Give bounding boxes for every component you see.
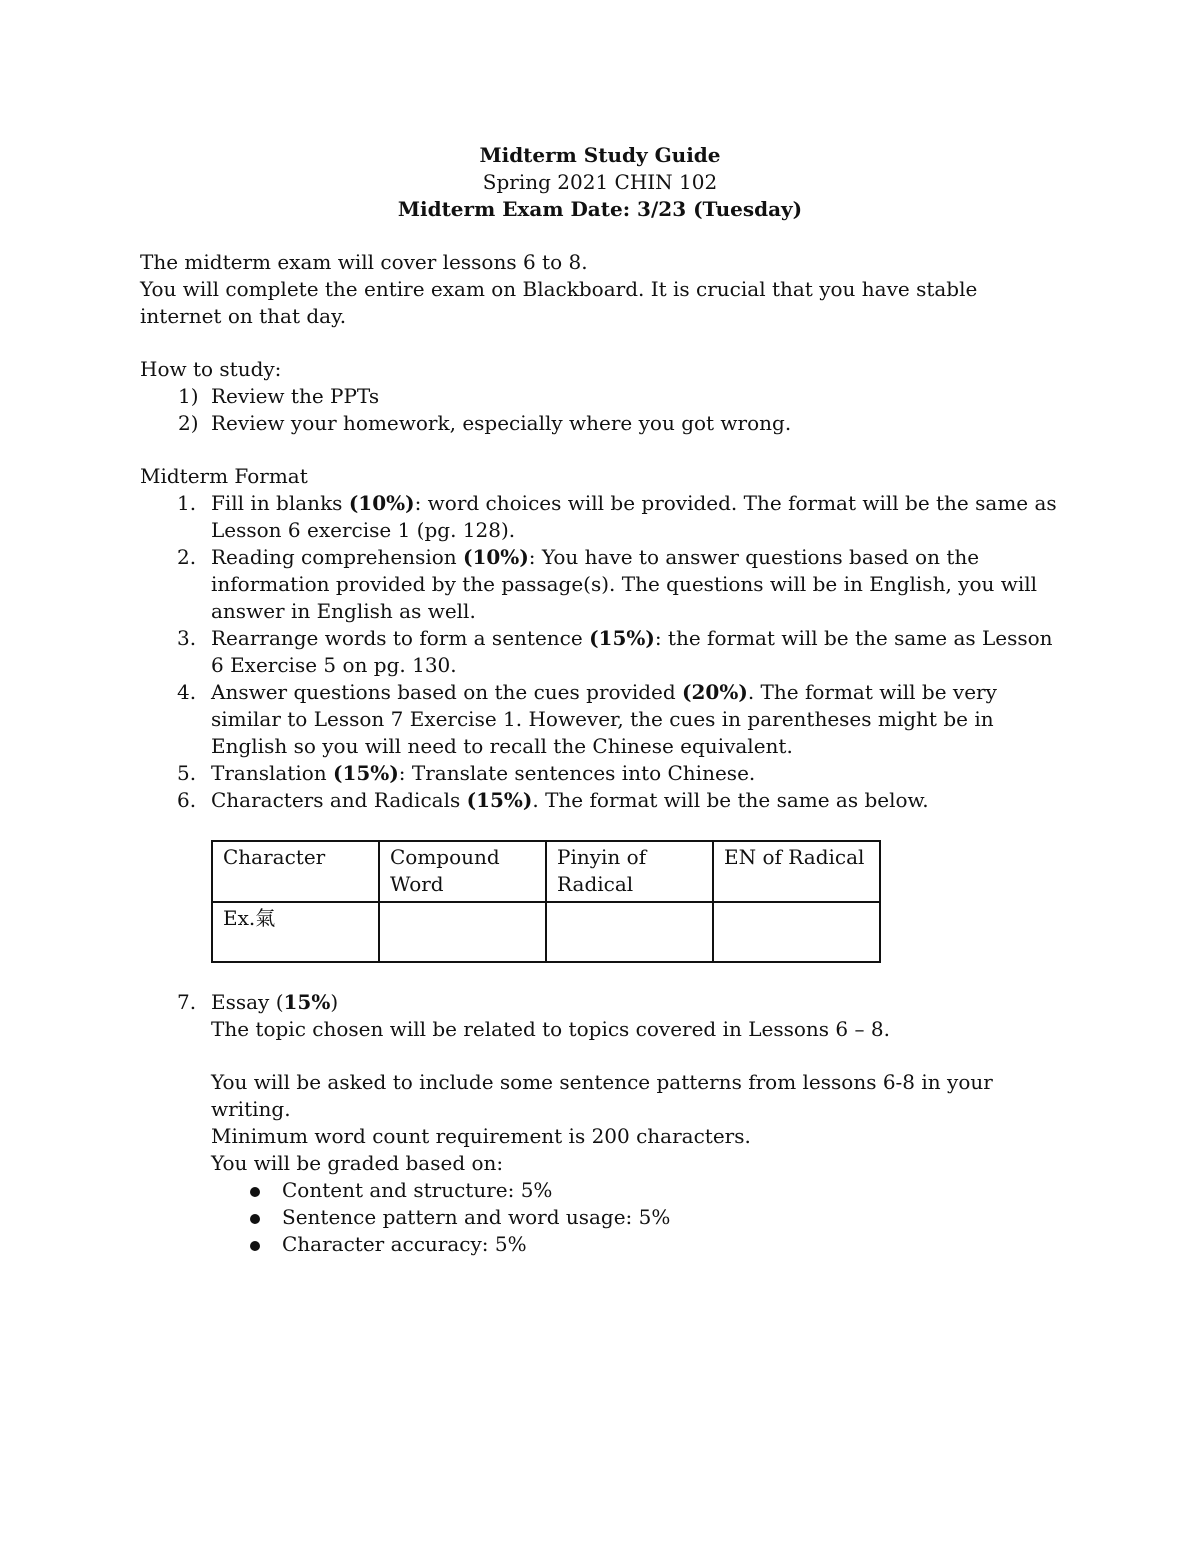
essay-label-post: ) bbox=[330, 990, 339, 1014]
list-item bbox=[140, 989, 1060, 1016]
item-text-pre: Rearrange words to form a sentence bbox=[211, 626, 590, 650]
item-text-pre: Translation bbox=[211, 761, 334, 785]
table-row bbox=[212, 902, 880, 962]
essay-patterns: You will be asked to include some sentence patterns from lessons 6-8 in your writing. bbox=[211, 1070, 993, 1121]
table-header-cell: Pinyin of Radical bbox=[546, 841, 713, 902]
item-text-post: : Translate sentences into Chinese. bbox=[398, 761, 756, 785]
essay-label-pre: Essay ( bbox=[211, 990, 284, 1014]
table-cell bbox=[379, 902, 546, 962]
bullet-icon bbox=[250, 1187, 260, 1197]
list-item bbox=[140, 787, 1060, 814]
item-number: 6. bbox=[177, 788, 197, 812]
document-title: Midterm Study Guide bbox=[479, 143, 721, 167]
item-text-post: . The format will be very similar to Lesson 7 Exercise 1. However, the cues in parentheses might be in English so you will need to recall the Chinese equivalent. bbox=[211, 680, 997, 758]
item-number: 3. bbox=[177, 626, 197, 650]
spacer bbox=[211, 1043, 1060, 1069]
item-text-pre: Answer questions based on the cues provided bbox=[211, 680, 683, 704]
document-page bbox=[140, 142, 1060, 1258]
item-percent: (15%) bbox=[466, 788, 533, 812]
item-percent: (15%) bbox=[589, 626, 655, 650]
essay-list bbox=[140, 989, 1060, 1016]
item-text-pre: Characters and Radicals bbox=[211, 788, 467, 812]
item-text-post: : You have to answer questions based on the information provided by the passage(s). The questions will be in English, you will answer in English as well. bbox=[211, 545, 1038, 623]
essay-details bbox=[140, 1016, 1060, 1177]
item-number: 5. bbox=[177, 761, 197, 785]
table-header-cell: Character bbox=[212, 841, 379, 902]
intro-line-1: The midterm exam will cover lessons 6 to 8. bbox=[140, 250, 588, 274]
item-percent: (10%) bbox=[463, 545, 529, 569]
table-header-cell: EN of Radical bbox=[713, 841, 880, 902]
item-text: Review your homework, especially where you got wrong. bbox=[211, 411, 792, 435]
bullet-icon bbox=[250, 1214, 260, 1224]
item-number: 1. bbox=[177, 491, 197, 515]
how-to-study-heading: How to study: bbox=[140, 357, 282, 381]
spacer bbox=[140, 330, 1060, 356]
essay-word-count: Minimum word count requirement is 200 characters. bbox=[211, 1124, 751, 1148]
spacer bbox=[140, 437, 1060, 463]
list-item bbox=[140, 383, 1060, 410]
item-text-pre: Reading comprehension bbox=[211, 545, 464, 569]
item-percent: (15%) bbox=[333, 761, 399, 785]
list-item bbox=[140, 410, 1060, 437]
essay-percent: 15% bbox=[283, 990, 331, 1014]
bullet-icon bbox=[250, 1241, 260, 1251]
item-number: 2) bbox=[178, 411, 199, 435]
course-name: Spring 2021 CHIN 102 bbox=[482, 170, 718, 194]
list-item bbox=[140, 1177, 1060, 1204]
item-number: 1) bbox=[178, 384, 199, 408]
document-header bbox=[140, 142, 1060, 223]
radical-table bbox=[211, 840, 881, 963]
item-number: 7. bbox=[177, 990, 197, 1014]
list-item bbox=[140, 490, 1060, 544]
essay-topic: The topic chosen will be related to topics covered in Lessons 6 – 8. bbox=[211, 1017, 890, 1041]
item-text-post: . The format will be the same as below. bbox=[532, 788, 929, 812]
criterion-text: Sentence pattern and word usage: 5% bbox=[282, 1205, 671, 1229]
item-text-post: : the format will be the same as Lesson 6 Exercise 5 on pg. 130. bbox=[211, 626, 1053, 677]
table-cell: Ex.氣 bbox=[212, 902, 379, 962]
list-item bbox=[140, 679, 1060, 760]
criterion-text: Content and structure: 5% bbox=[282, 1178, 553, 1202]
intro-line-2: You will complete the entire exam on Blackboard. It is crucial that you have stable internet on that day. bbox=[140, 277, 978, 328]
item-number: 4. bbox=[177, 680, 197, 704]
table-header-cell: Compound Word bbox=[379, 841, 546, 902]
list-item bbox=[140, 625, 1060, 679]
item-percent: (20%) bbox=[682, 680, 748, 704]
table-cell bbox=[713, 902, 880, 962]
item-text-pre: Fill in blanks bbox=[211, 491, 349, 515]
grading-criteria-list bbox=[140, 1177, 1060, 1258]
item-text: Review the PPTs bbox=[211, 384, 380, 408]
item-text-post: : word choices will be provided. The format will be the same as Lesson 6 exercise 1 (pg. 128). bbox=[211, 491, 1057, 542]
essay-graded-heading: You will be graded based on: bbox=[211, 1151, 504, 1175]
spacer bbox=[140, 223, 1060, 249]
item-number: 2. bbox=[177, 545, 197, 569]
midterm-format-list bbox=[140, 490, 1060, 814]
criterion-text: Character accuracy: 5% bbox=[282, 1232, 527, 1256]
list-item bbox=[140, 544, 1060, 625]
midterm-format-heading: Midterm Format bbox=[140, 464, 308, 488]
exam-date: Midterm Exam Date: 3/23 (Tuesday) bbox=[397, 197, 803, 221]
list-item bbox=[140, 1231, 1060, 1258]
how-to-study-list bbox=[140, 383, 1060, 437]
list-item bbox=[140, 760, 1060, 787]
item-percent: (10%) bbox=[348, 491, 415, 515]
list-item bbox=[140, 1204, 1060, 1231]
table-header-row bbox=[212, 841, 880, 902]
table-cell bbox=[546, 902, 713, 962]
